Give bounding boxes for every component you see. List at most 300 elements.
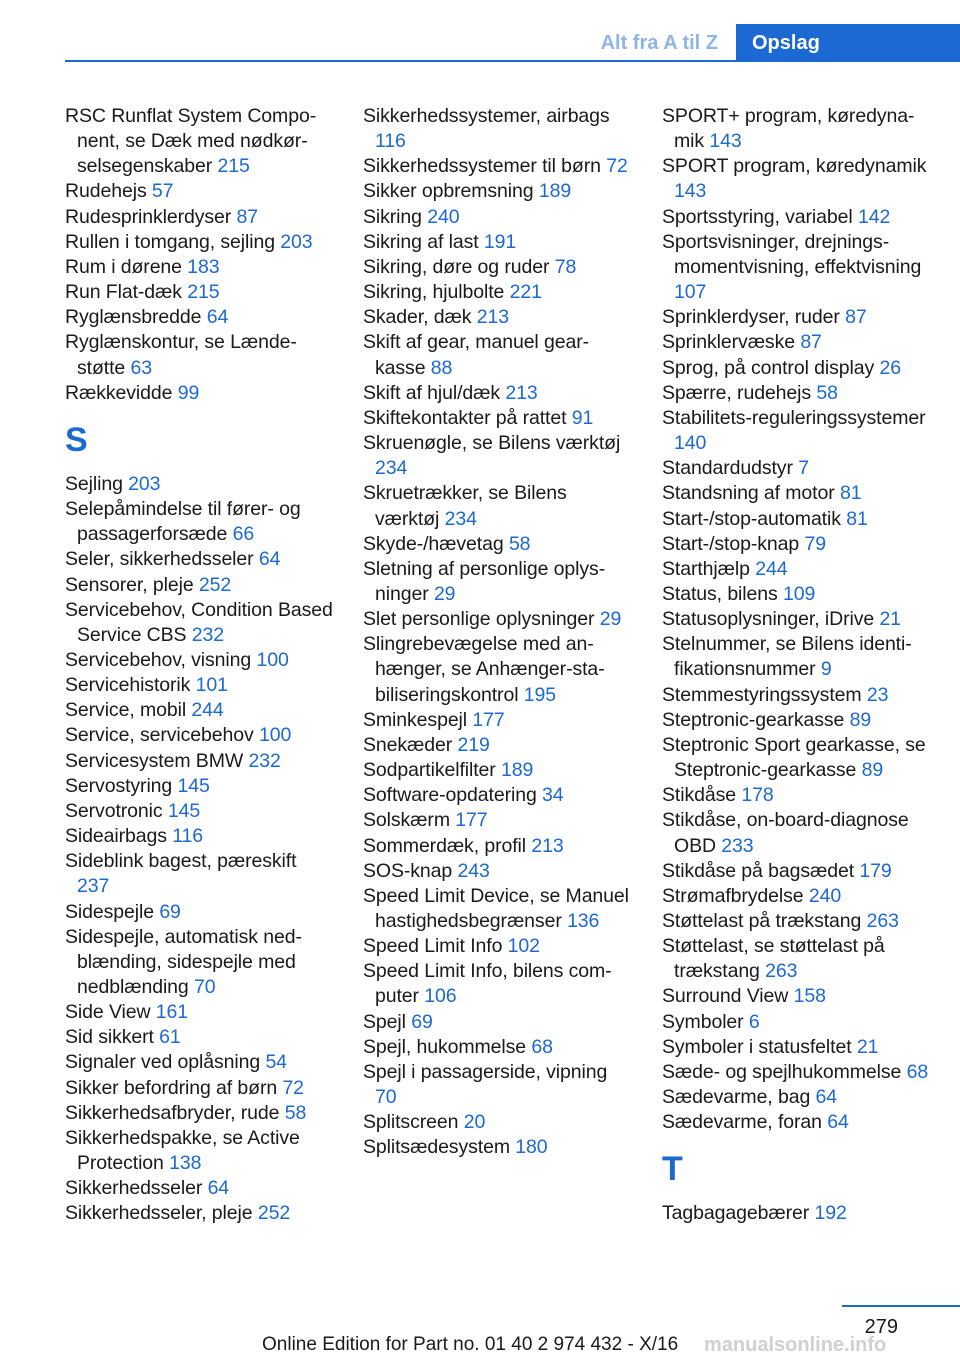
index-entry: [662, 330, 932, 355]
entry-term: Sædevarme, bag: [662, 1086, 811, 1109]
index-entry: [65, 547, 333, 572]
index-entry: [662, 104, 932, 154]
section-title[interactable]: Alt fra A til Z: [600, 32, 718, 54]
index-entry: [662, 582, 932, 607]
index-entry: [363, 205, 631, 230]
entry-term: Sikker opbremsning: [363, 180, 534, 203]
index-entry: [65, 774, 333, 799]
index-entry: [363, 230, 631, 255]
entry-term: Sprinklervæske: [662, 331, 795, 354]
entry-term: Service, mobil: [65, 699, 187, 722]
entry-term: Starthjælp: [662, 557, 750, 580]
entry-term: Sidespejle, automatisk nedblænding, sidespejle med nedblænding: [65, 925, 302, 998]
entry-term: Steptronic-gearkasse: [662, 708, 845, 731]
entry-term: Sikkerhedsseler: [65, 1177, 203, 1200]
entry-term: Ryglænskontur, se Lændestøtte: [65, 331, 297, 379]
index-entry: [363, 1035, 631, 1060]
page-link[interactable]: 26: [879, 356, 901, 379]
index-entry: [363, 1135, 631, 1160]
entry-term: Seler, sikkerhedsseler: [65, 548, 254, 571]
entry-term: Slet personlige oplysninger: [363, 608, 595, 631]
entry-term: Sikkerhedspakke, se Active Protection: [65, 1126, 300, 1175]
entry-term: Skift af gear, manuel gearkasse: [363, 331, 590, 379]
page-link[interactable]: 87: [800, 331, 822, 354]
index-entry: [662, 859, 932, 884]
page-link[interactable]: 213: [476, 306, 509, 329]
page-link[interactable]: 61: [159, 1026, 181, 1049]
index-entry: [662, 934, 932, 984]
entry-term: Stikdåse på bagsædet: [662, 859, 855, 882]
index-entry: [662, 909, 932, 934]
entry-term: Sminkespejl: [363, 708, 468, 731]
index-entry: [363, 884, 631, 934]
page-link[interactable]: 88: [430, 356, 453, 379]
page-link[interactable]: 54: [265, 1051, 287, 1074]
page-link[interactable]: 34: [542, 784, 564, 807]
page-link[interactable]: 102: [507, 935, 540, 958]
page-link[interactable]: 143: [709, 130, 742, 153]
entry-term: SPORT+ program, køredynamik: [662, 105, 915, 153]
page-link[interactable]: 58: [284, 1101, 307, 1124]
index-entry: [65, 1126, 333, 1176]
page-link[interactable]: 100: [256, 648, 289, 671]
index-entry: [65, 1201, 333, 1226]
entry-term: Rækkevidde: [65, 381, 173, 404]
page-link[interactable]: 70: [194, 976, 216, 998]
index-entry: [363, 708, 631, 733]
entry-term: Servicebehov, Condition Based Service CBS: [65, 598, 333, 646]
entry-term: Run Flat-dæk: [65, 281, 182, 304]
index-entry: [662, 808, 932, 858]
page-link[interactable]: 64: [258, 548, 281, 571]
entry-term: Servicesystem BMW: [65, 749, 244, 772]
page-link[interactable]: 244: [755, 557, 788, 580]
entry-term: Speed Limit Info, bilens computer: [363, 960, 612, 1008]
entry-term: Splitscreen: [363, 1111, 459, 1134]
page-link[interactable]: 161: [155, 1001, 189, 1024]
page-link[interactable]: 138: [169, 1152, 202, 1175]
entry-term: Sikring af last: [363, 230, 479, 253]
entry-term: Servicebehov, visning: [65, 648, 252, 671]
page-link[interactable]: 263: [765, 960, 798, 983]
entry-term: SOS-knap: [363, 859, 453, 882]
page-link[interactable]: 101: [195, 674, 228, 697]
index-entry: [363, 632, 631, 707]
page-link[interactable]: 58: [508, 532, 531, 555]
index-entry: [65, 179, 333, 204]
page-link[interactable]: 192: [814, 1202, 847, 1225]
index-entry: [662, 1201, 932, 1226]
entry-term: Sideairbags: [65, 825, 167, 848]
index-entry: [662, 1010, 932, 1035]
page-link[interactable]: 78: [554, 255, 577, 278]
index-entry: [65, 698, 333, 723]
entry-term: Sikring, døre og ruder: [363, 255, 550, 278]
page-link[interactable]: 234: [444, 507, 477, 530]
entry-term: Status, bilens: [662, 582, 778, 605]
entry-term: Støttelast på trækstang: [662, 910, 862, 932]
index-entry: [662, 683, 932, 708]
entry-term: Stikdåse: [662, 784, 736, 807]
page-link[interactable]: 64: [815, 1086, 838, 1109]
page-link[interactable]: 234: [375, 457, 408, 480]
index-entry: [65, 497, 333, 547]
entry-term: Sidespejle: [65, 900, 154, 923]
page-link[interactable]: 158: [793, 985, 826, 1008]
page-link[interactable]: 215: [187, 281, 220, 304]
entry-term: Speed Limit Info: [363, 935, 503, 958]
index-entry: [363, 280, 631, 305]
index-entry: [65, 472, 333, 497]
index-entry: [363, 959, 631, 1009]
entry-term: Steptronic Sport gearkasse, se Steptronic-gearkasse: [662, 733, 926, 782]
index-entry: [65, 330, 333, 380]
page-link[interactable]: 69: [411, 1010, 433, 1033]
entry-term: Solskærm: [363, 809, 450, 832]
index-entry: [363, 431, 631, 481]
page-link[interactable]: 87: [236, 205, 259, 228]
index-entry: [65, 280, 333, 305]
chapter-tab[interactable]: Opslag: [736, 24, 960, 62]
entry-term: Sodpartikelfilter: [363, 759, 496, 782]
index-entry: [363, 607, 631, 632]
index-entry: [363, 330, 631, 380]
page-link[interactable]: 189: [501, 759, 534, 782]
page-link[interactable]: 179: [859, 859, 892, 882]
page-link[interactable]: 244: [191, 699, 224, 722]
entry-term: Start-/stop-knap: [662, 532, 800, 555]
entry-term: Rum i dørene: [65, 255, 182, 278]
page-link[interactable]: 237: [77, 875, 110, 898]
entry-term: Surround View: [662, 985, 789, 1008]
index-entry: [662, 884, 932, 909]
index-entry: [662, 1085, 932, 1110]
entry-term: Sikring, hjulbolte: [363, 281, 505, 304]
entry-term: Rullen i tomgang, sejling: [65, 230, 275, 253]
entry-term: Snekæder: [363, 733, 453, 756]
entry-term: Servostyring: [65, 774, 173, 797]
index-entry: [65, 749, 333, 774]
watermark: manualsonline.info: [704, 1334, 887, 1356]
entry-term: Sensorer, pleje: [65, 573, 194, 596]
entry-term: Stabilitets-reguleringssystemer: [662, 406, 926, 429]
entry-term: Stikdåse, on-board-diagnose OBD: [662, 809, 909, 857]
page-link[interactable]: 81: [839, 482, 862, 505]
page-link[interactable]: 232: [248, 749, 281, 772]
page-link[interactable]: 89: [849, 708, 872, 731]
page-link[interactable]: 100: [258, 724, 292, 747]
index-entry: [65, 799, 333, 824]
index-entry: [662, 632, 932, 682]
entry-term: Sikkerhedssystemer til børn: [363, 155, 601, 178]
entry-term: Symboler: [662, 1010, 744, 1033]
index-entry: [65, 925, 333, 1000]
entry-term: Sikkerhedssystemer, airbags: [363, 105, 610, 127]
index-entry: [65, 673, 333, 698]
entry-term: Sikring: [363, 205, 422, 228]
page-link[interactable]: 58: [816, 381, 838, 404]
entry-term: Servicehistorik: [65, 674, 191, 697]
entry-term: Skruetrækker, se Bilens værktøj: [363, 482, 567, 530]
page-link[interactable]: 116: [375, 130, 406, 153]
page-link[interactable]: 219: [457, 733, 490, 756]
index-entry: [363, 834, 631, 859]
index-entry: [65, 381, 333, 406]
page-link[interactable]: 213: [531, 834, 564, 857]
index-entry: [65, 1076, 333, 1101]
page-link[interactable]: 240: [427, 205, 460, 228]
entry-term: Selepåmindelse til fører- og passagerforsæde: [65, 498, 301, 546]
page-link[interactable]: 23: [866, 683, 889, 706]
entry-term: Sprinklerdyser, ruder: [662, 306, 840, 329]
index-entry: [65, 598, 333, 648]
entry-term: Sikker befordring af børn: [65, 1076, 278, 1099]
page-link[interactable]: 63: [130, 356, 152, 379]
page-link[interactable]: 9: [820, 658, 832, 681]
index-entry: [363, 557, 631, 607]
index-entry: [65, 723, 333, 748]
index-entry: [662, 607, 932, 632]
entry-term: Standsning af motor: [662, 482, 835, 505]
section-letter: S: [65, 420, 88, 459]
page-link[interactable]: 189: [538, 180, 572, 203]
index-entry: [662, 205, 932, 230]
page-link[interactable]: 140: [674, 432, 707, 455]
index-entry: [65, 1025, 333, 1050]
index-entry: [65, 849, 333, 899]
index-entry: [65, 573, 333, 598]
index-column-1: [65, 104, 333, 1227]
entry-term: Symboler i statusfeltet: [662, 1035, 852, 1058]
entry-term: Slingrebevægelse med anhænger, se Anhænger-stabiliseringskontrol: [363, 633, 605, 706]
entry-term: Stemmestyringssystem: [662, 683, 862, 706]
entry-term: Standardudstyr: [662, 457, 793, 480]
index-entry: [662, 507, 932, 532]
entry-term: Skift af hjul/dæk: [363, 381, 501, 404]
page-link[interactable]: 91: [571, 406, 594, 429]
entry-term: Signaler ved oplåsning: [65, 1051, 261, 1074]
entry-term: Sikkerhedsafbryder, rude: [65, 1101, 280, 1124]
page-link[interactable]: 203: [280, 230, 313, 253]
entry-term: Rudesprinklerdyser: [65, 205, 232, 228]
index-entry: [662, 783, 932, 808]
page-link[interactable]: 142: [857, 205, 891, 228]
page-link[interactable]: 233: [721, 834, 754, 857]
index-entry: [363, 1110, 631, 1135]
page-link[interactable]: 21: [879, 608, 901, 631]
page-link[interactable]: 64: [827, 1111, 849, 1134]
index-entry: [65, 900, 333, 925]
index-entry: [363, 733, 631, 758]
page-link[interactable]: 263: [866, 910, 899, 932]
index-entry: [363, 381, 631, 406]
entry-term: Tagbagagebærer: [662, 1202, 810, 1225]
entry-term: Servotronic: [65, 799, 163, 822]
entry-term: Skader, dæk: [363, 306, 472, 329]
page-link[interactable]: 87: [845, 306, 867, 329]
entry-term: Spejl i passagerside, vipning: [363, 1060, 608, 1083]
entry-term: Sletning af personlige oplysninger: [363, 557, 606, 605]
index-entry: [363, 783, 631, 808]
page-link[interactable]: 252: [257, 1202, 291, 1225]
index-entry: [363, 154, 631, 179]
entry-term: RSC Runflat System Component, se Dæk med nødkørselsegenskaber: [65, 105, 317, 178]
page-link[interactable]: 240: [808, 884, 842, 907]
page-link[interactable]: 20: [463, 1111, 486, 1134]
entry-term: SPORT program, køredynamik: [662, 155, 927, 178]
entry-term: Skyde-/hævetag: [363, 532, 504, 555]
page-link[interactable]: 252: [198, 573, 232, 596]
page-link[interactable]: 177: [455, 809, 488, 832]
index-entry: [65, 205, 333, 230]
index-entry: [363, 104, 631, 154]
page-link[interactable]: 191: [483, 230, 517, 253]
entry-term: Stelnummer, se Bilens identifikationsnummer: [662, 633, 912, 681]
page-link[interactable]: 203: [128, 472, 161, 495]
entry-term: Strømafbrydelse: [662, 884, 804, 907]
index-entry: [363, 859, 631, 884]
entry-term: Sædevarme, foran: [662, 1111, 822, 1134]
index-entry: [65, 104, 333, 179]
entry-term: Sommerdæk, profil: [363, 834, 527, 857]
index-entry: [363, 934, 631, 959]
index-entry: [662, 356, 932, 381]
index-entry: [65, 648, 333, 673]
entry-term: Ryglænsbredde: [65, 306, 202, 329]
page-link[interactable]: 72: [606, 155, 628, 178]
index-entry: [65, 824, 333, 849]
entry-term: Sideblink bagest, pæreskift: [65, 850, 297, 873]
index-entry: [662, 481, 932, 506]
index-entry: [65, 1176, 333, 1201]
entry-term: Sportsvisninger, drejningsmomentvisning, effektvisning: [662, 230, 922, 278]
index-entry: [65, 1000, 333, 1025]
entry-term: Sprog, på control display: [662, 356, 875, 379]
entry-term: Service, servicebehov: [65, 724, 254, 747]
index-entry: [662, 733, 932, 783]
entry-term: Skruenøgle, se Bilens værktøj: [363, 432, 621, 455]
page-link[interactable]: 178: [741, 784, 774, 807]
index-entry: [662, 532, 932, 557]
page-link[interactable]: 243: [457, 859, 490, 882]
page-link[interactable]: 106: [424, 985, 457, 1008]
page-link[interactable]: 29: [599, 608, 622, 631]
page-link[interactable]: 180: [515, 1136, 548, 1159]
entry-term: Splitsædesystem: [363, 1136, 510, 1159]
index-entry: [65, 1050, 333, 1075]
entry-term: Software-opdatering: [363, 784, 537, 807]
section-letter: T: [662, 1150, 683, 1189]
entry-term: Spejl: [363, 1010, 406, 1033]
header-divider: [65, 60, 960, 62]
page-header: [0, 0, 960, 62]
entry-term: Sikkerhedsseler, pleje: [65, 1202, 253, 1225]
page-link[interactable]: 64: [206, 306, 229, 329]
entry-term: Støttelast, se støttelast på trækstang: [662, 935, 885, 983]
page-link[interactable]: 66: [232, 523, 255, 546]
index-entry: [363, 305, 631, 330]
index-entry: [363, 1010, 631, 1035]
index-entry: [662, 1110, 932, 1135]
page-link[interactable]: 68: [531, 1035, 553, 1058]
page-link[interactable]: 177: [472, 708, 505, 731]
page-link[interactable]: 72: [282, 1076, 304, 1099]
page-link[interactable]: 69: [159, 900, 181, 923]
index-entry: [662, 406, 932, 456]
index-entry: [363, 532, 631, 557]
index-column-3: [662, 104, 932, 1227]
page-link[interactable]: 57: [151, 180, 174, 203]
index-entry: [65, 230, 333, 255]
page-link[interactable]: 136: [567, 910, 600, 932]
page-link[interactable]: 70: [375, 1086, 397, 1109]
index-entry: [662, 154, 932, 204]
page-link[interactable]: 213: [505, 381, 538, 404]
page-link[interactable]: 232: [191, 623, 225, 646]
entry-term: Statusoplysninger, iDrive: [662, 608, 875, 631]
entry-term: Sportsstyring, variabel: [662, 205, 853, 228]
page-number: 279: [864, 1316, 898, 1338]
index-column-2: [363, 104, 631, 1161]
page-link[interactable]: 68: [906, 1060, 929, 1083]
page-link[interactable]: 7: [798, 457, 809, 480]
page-link[interactable]: 89: [861, 759, 884, 782]
index-entry: [662, 557, 932, 582]
index-entry: [363, 481, 631, 531]
index-entry: [662, 1060, 932, 1085]
page-link[interactable]: 99: [177, 381, 200, 404]
page-link[interactable]: 145: [177, 774, 210, 797]
entry-term: Start-/stop-automatik: [662, 507, 841, 530]
page-link[interactable]: 215: [217, 155, 250, 178]
entry-term: Speed Limit Device, se Manuel hastighedsbegrænser: [363, 884, 629, 932]
page-link[interactable]: 109: [783, 582, 816, 605]
index-entry: [363, 808, 631, 833]
entry-term: Side View: [65, 1001, 151, 1024]
page-link[interactable]: 107: [674, 281, 707, 304]
page-link[interactable]: 116: [172, 825, 204, 848]
page-link[interactable]: 221: [509, 281, 542, 304]
page-link[interactable]: 64: [207, 1177, 230, 1200]
entry-term: Sid sikkert: [65, 1026, 154, 1049]
index-entry: [65, 1101, 333, 1126]
index-entry: [662, 708, 932, 733]
page-link[interactable]: 143: [674, 180, 707, 203]
page-link[interactable]: 195: [523, 683, 557, 706]
index-entry: [662, 1035, 932, 1060]
page-link[interactable]: 183: [187, 255, 220, 278]
page-link[interactable]: 29: [433, 582, 456, 605]
entry-term: Sejling: [65, 472, 123, 495]
index-entry: [65, 305, 333, 330]
index-entry: [662, 456, 932, 481]
page-link[interactable]: 21: [856, 1035, 879, 1058]
index-entry: [662, 230, 932, 305]
footer-divider: [842, 1305, 960, 1307]
page-link[interactable]: 79: [804, 532, 826, 555]
index-entry: [662, 984, 932, 1009]
index-entry: [363, 406, 631, 431]
entry-term: Rudehejs: [65, 180, 147, 203]
page-link[interactable]: 145: [167, 799, 201, 822]
index-entry: [662, 381, 932, 406]
index-entry: [363, 255, 631, 280]
index-entry: [363, 758, 631, 783]
page-link[interactable]: 6: [748, 1010, 760, 1033]
entry-term: Spærre, rudehejs: [662, 381, 812, 404]
page-link[interactable]: 81: [846, 507, 868, 530]
index-entry: [363, 179, 631, 204]
